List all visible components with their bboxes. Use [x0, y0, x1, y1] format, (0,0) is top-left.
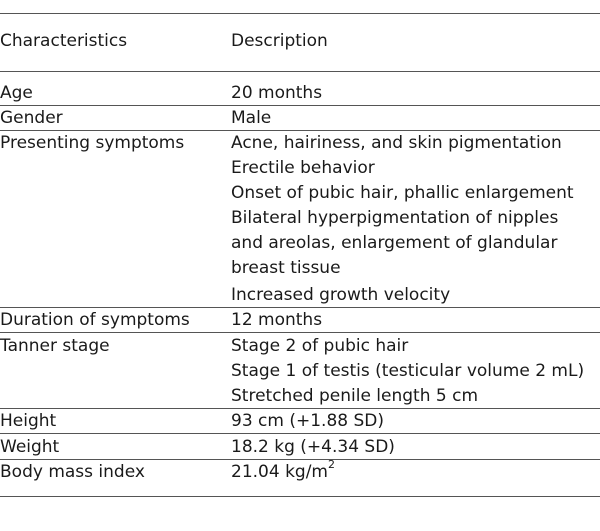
row-tanner-label: Tanner stage: [0, 336, 110, 356]
bmi-superscript: 2: [328, 458, 335, 472]
row-symptoms-line: Acne, hairiness, and skin pigmentation: [231, 133, 562, 153]
row-symptoms-line: Bilateral hyperpigmentation of nipples: [231, 208, 559, 228]
row-tanner-line: Stage 2 of pubic hair: [231, 336, 409, 356]
row-weight-value: 18.2 kg (+4.34 SD): [231, 437, 395, 457]
row-bmi-label: Body mass index: [0, 462, 145, 482]
row-bmi-value: [231, 458, 335, 482]
row-divider: [0, 130, 600, 131]
row-divider: [0, 105, 600, 106]
header-description: Description: [231, 31, 328, 51]
row-gender-label: Gender: [0, 108, 63, 128]
row-symptoms-line: breast tissue: [231, 258, 341, 278]
row-tanner-line: Stretched penile length 5 cm: [231, 386, 479, 406]
row-age-label: Age: [0, 83, 33, 103]
row-symptoms-line: and areolas, enlargement of glandular: [231, 233, 558, 253]
header-characteristics: Characteristics: [0, 31, 128, 51]
row-weight-label: Weight: [0, 437, 60, 457]
row-age-value: 20 months: [231, 83, 323, 103]
row-tanner-line: Stage 1 of testis (testicular volume 2 mL): [231, 361, 585, 381]
row-symptoms-line: Increased growth velocity: [231, 285, 451, 305]
row-duration-value: 12 months: [231, 310, 323, 330]
row-symptoms-label: Presenting symptoms: [0, 133, 185, 153]
row-gender-value: Male: [231, 108, 272, 128]
row-duration-label: Duration of symptoms: [0, 310, 190, 330]
row-symptoms-line: Onset of pubic hair, phallic enlargement: [231, 183, 574, 203]
row-divider: [0, 433, 600, 434]
top-rule: [0, 13, 600, 14]
row-divider: [0, 307, 600, 308]
bmi-value-text: 21.04 kg/m: [231, 462, 328, 482]
row-symptoms-line: Erectile behavior: [231, 158, 375, 178]
row-divider: [0, 332, 600, 333]
bottom-rule: [0, 496, 600, 497]
header-rule: [0, 71, 600, 72]
row-height-label: Height: [0, 411, 57, 431]
row-divider: [0, 459, 600, 460]
row-height-value: 93 cm (+1.88 SD): [231, 411, 384, 431]
row-divider: [0, 408, 600, 409]
